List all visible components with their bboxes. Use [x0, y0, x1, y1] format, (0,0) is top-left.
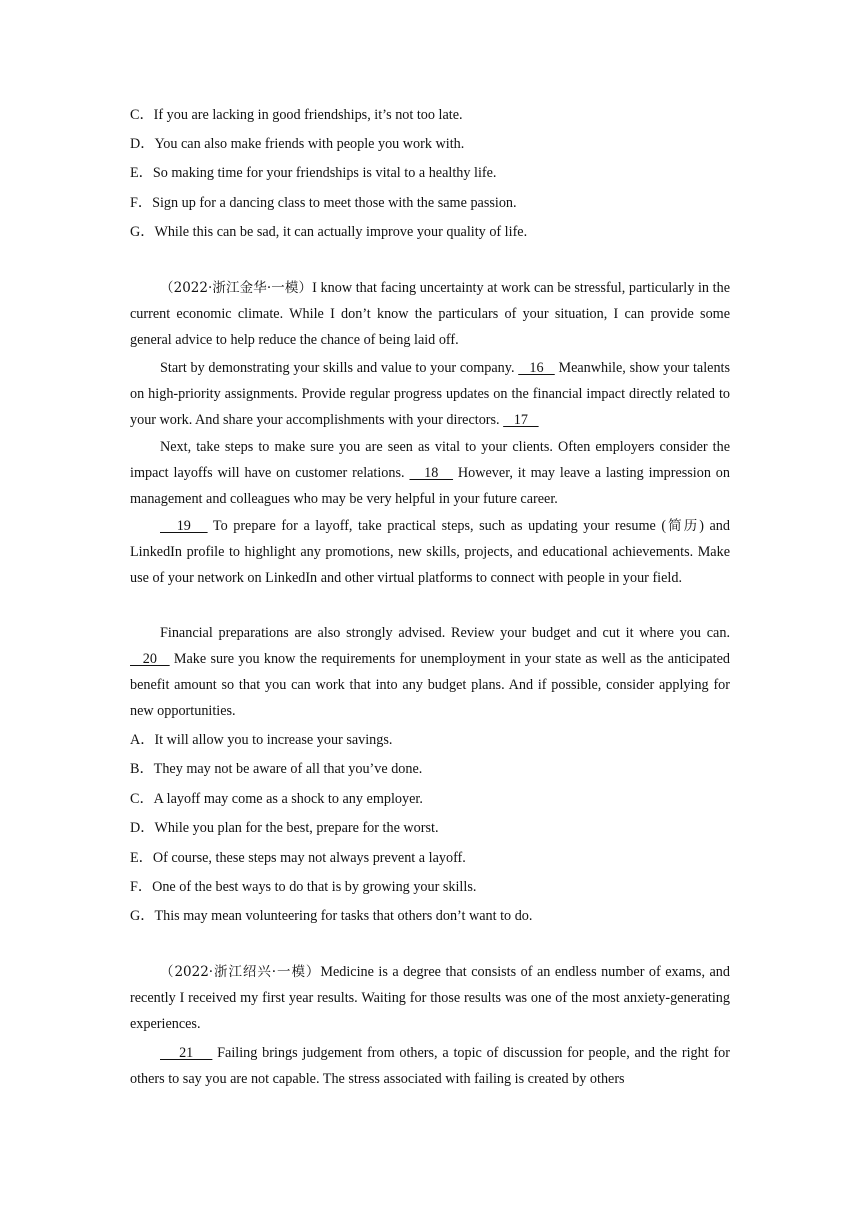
passage2-paragraph-1: （2022·浙江金华·一模）I know that facing uncertainty at work can be stressful, particularly in the current economic climate. While I don’t know the particulars of your situation, I can provide some general advice to help reduce the chance of being laid off. — [130, 280, 730, 348]
option-d-1: D．You can also make friends with people you work with. — [130, 136, 465, 152]
passage3-source: （2022·浙江绍兴·一模） — [160, 964, 321, 980]
blank-21[interactable]: 21 — [160, 1045, 213, 1061]
option-g-2: G．This may mean volunteering for tasks that others don’t want to do. — [130, 908, 533, 924]
passage2-paragraph-4: 19 To prepare for a layoff, take practical steps, such as updating your resume (简历) and LinkedIn profile to highlight any promotions, new skills, projects, and educational achievements. Make use of your network on LinkedIn and other virtual platforms to connect with people in your field. — [130, 518, 730, 586]
passage2-source: （2022·浙江金华·一模） — [160, 280, 313, 296]
option-f-2: F．One of the best ways to do that is by growing your skills. — [130, 879, 477, 895]
passage3-paragraph-2: 21 Failing brings judgement from others, a topic of discussion for people, and the right for others to say you are not capable. The stress associated with failing is created by others — [130, 1045, 730, 1087]
option-b-2: B．They may not be aware of all that you’ve done. — [130, 761, 423, 777]
blank-19[interactable]: 19 — [160, 518, 208, 534]
option-g-1: G．While this can be sad, it can actually improve your quality of life. — [130, 224, 528, 240]
blank-18[interactable]: 18 — [409, 465, 454, 481]
option-e-2: E．Of course, these steps may not always prevent a layoff. — [130, 850, 466, 866]
passage2-paragraph-3: Next, take steps to make sure you are seen as vital to your clients. Often employers consider the impact layoffs will have on customer relations. 18 However, it may leave a lasting impression on management and colleagues who may be very helpful in your future career. — [130, 439, 730, 507]
option-c-2: C．A layoff may come as a shock to any employer. — [130, 791, 423, 807]
blank-17[interactable]: 17 — [503, 412, 539, 428]
passage2-paragraph-2: Start by demonstrating your skills and value to your company. 16 Meanwhile, show your talents on high-priority assignments. Provide regular progress updates on the financial impact directly related to your work. And share your accomplishments with your directors. 17 — [130, 360, 731, 428]
passage2-paragraph-5: Financial preparations are also strongly advised. Review your budget and cut it where you can. 20 Make sure you know the requirements for unemployment in your state as well as the anticipated benefit amount so that you can work that into any budget plans. And if possible, consider applying for new opportunities. — [130, 625, 731, 719]
option-d-2: D．While you plan for the best, prepare for the worst. — [130, 820, 439, 836]
blank-20[interactable]: 20 — [130, 651, 170, 667]
option-a-2: A．It will allow you to increase your savings. — [130, 732, 393, 748]
option-f-1: F．Sign up for a dancing class to meet those with the same passion. — [130, 195, 517, 211]
option-c-1: C．If you are lacking in good friendships, it’s not too late. — [130, 107, 463, 123]
passage3-paragraph-1: （2022·浙江绍兴·一模）Medicine is a degree that consists of an endless number of exams, and recently I received my first year results. Waiting for those results was one of the most anxiety-generating experiences. — [130, 964, 730, 1032]
blank-16[interactable]: 16 — [518, 360, 555, 376]
option-e-1: E．So making time for your friendships is vital to a healthy life. — [130, 165, 497, 181]
